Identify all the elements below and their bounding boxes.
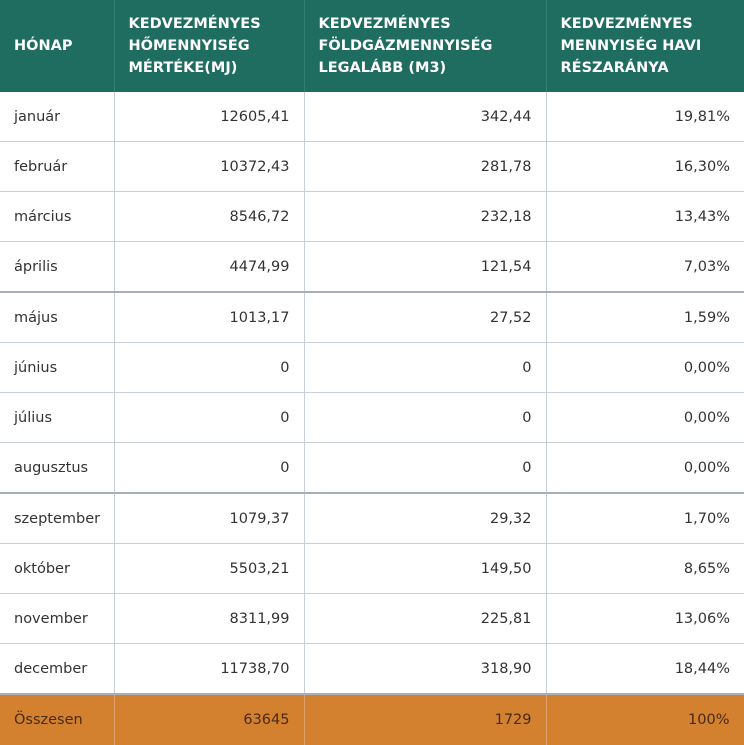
mj-cell: 1079,37 (114, 493, 304, 544)
header-row (0, 0, 744, 92)
share-cell: 16,30% (546, 142, 744, 192)
month-cell: szeptember (0, 493, 114, 544)
table-row (0, 142, 744, 192)
share-cell: 1,59% (546, 292, 744, 343)
table-header (0, 0, 744, 92)
mj-cell: 0 (114, 343, 304, 393)
share-cell: 7,03% (546, 242, 744, 293)
share-cell: 0,00% (546, 393, 744, 443)
table-row (0, 443, 744, 494)
table-row (0, 594, 744, 644)
m3-cell: 0 (304, 393, 546, 443)
table-row (0, 292, 744, 343)
mj-cell: 8546,72 (114, 192, 304, 242)
mj-cell: 12605,41 (114, 92, 304, 142)
share-cell: 13,43% (546, 192, 744, 242)
table-row (0, 192, 744, 242)
table-row (0, 493, 744, 544)
month-cell: január (0, 92, 114, 142)
m3-cell: 149,50 (304, 544, 546, 594)
total-row (0, 694, 744, 745)
m3-cell: 0 (304, 343, 546, 393)
mj-cell: 10372,43 (114, 142, 304, 192)
share-cell: 13,06% (546, 594, 744, 644)
m3-cell: 232,18 (304, 192, 546, 242)
m3-cell: 281,78 (304, 142, 546, 192)
total-mj: 63645 (114, 694, 304, 745)
table-row (0, 644, 744, 695)
month-cell: április (0, 242, 114, 293)
month-cell: június (0, 343, 114, 393)
share-cell: 19,81% (546, 92, 744, 142)
month-cell: július (0, 393, 114, 443)
table-row (0, 393, 744, 443)
total-share: 100% (546, 694, 744, 745)
share-cell: 0,00% (546, 343, 744, 393)
month-cell: december (0, 644, 114, 695)
m3-cell: 0 (304, 443, 546, 494)
share-cell: 1,70% (546, 493, 744, 544)
header-gas-quantity: KEDVEZMÉNYES FÖLDGÁZMENNYISÉG LEGALÁBB (M3) (304, 0, 546, 92)
month-cell: február (0, 142, 114, 192)
share-cell: 8,65% (546, 544, 744, 594)
month-cell: november (0, 594, 114, 644)
m3-cell: 29,32 (304, 493, 546, 544)
mj-cell: 0 (114, 443, 304, 494)
total-m3: 1729 (304, 694, 546, 745)
month-cell: október (0, 544, 114, 594)
mj-cell: 1013,17 (114, 292, 304, 343)
m3-cell: 342,44 (304, 92, 546, 142)
table-body (0, 92, 744, 745)
mj-cell: 0 (114, 393, 304, 443)
mj-cell: 8311,99 (114, 594, 304, 644)
header-month: HÓNAP (0, 0, 114, 92)
table-row (0, 242, 744, 293)
header-heat-quantity: KEDVEZMÉNYES HŐMENNYISÉG MÉRTÉKE(MJ) (114, 0, 304, 92)
month-cell: augusztus (0, 443, 114, 494)
m3-cell: 121,54 (304, 242, 546, 293)
table-row (0, 544, 744, 594)
table-row (0, 343, 744, 393)
mj-cell: 11738,70 (114, 644, 304, 695)
month-cell: március (0, 192, 114, 242)
m3-cell: 225,81 (304, 594, 546, 644)
share-cell: 18,44% (546, 644, 744, 695)
share-cell: 0,00% (546, 443, 744, 494)
m3-cell: 27,52 (304, 292, 546, 343)
month-cell: május (0, 292, 114, 343)
total-label: Összesen (0, 694, 114, 745)
table-row (0, 92, 744, 142)
header-monthly-share: KEDVEZMÉNYES MENNYISÉG HAVI RÉSZARÁNYA (546, 0, 744, 92)
mj-cell: 4474,99 (114, 242, 304, 293)
m3-cell: 318,90 (304, 644, 546, 695)
mj-cell: 5503,21 (114, 544, 304, 594)
